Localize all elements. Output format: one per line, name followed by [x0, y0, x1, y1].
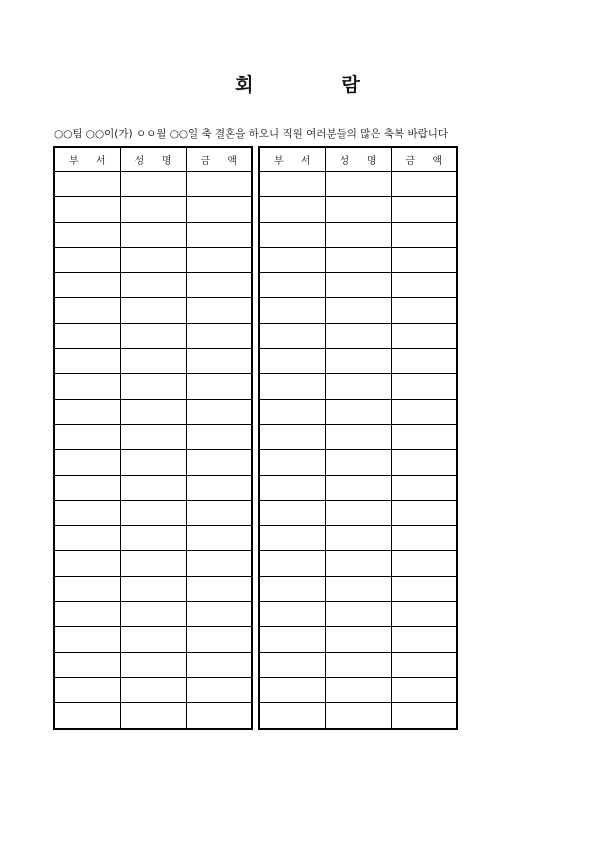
title-char-2: 람 [341, 74, 360, 96]
table-row [259, 602, 457, 627]
amount-cell[interactable] [391, 374, 457, 399]
table-row [259, 677, 457, 702]
table-row [259, 551, 457, 576]
department-cell[interactable] [259, 576, 325, 601]
table-row [54, 703, 252, 729]
department-cell[interactable] [54, 551, 120, 576]
department-cell[interactable] [54, 273, 120, 298]
department-cell[interactable] [259, 247, 325, 272]
table-row [259, 475, 457, 500]
name-cell[interactable] [325, 475, 391, 500]
amount-cell[interactable] [391, 450, 457, 475]
name-cell[interactable] [325, 703, 391, 729]
table-row [259, 247, 457, 272]
department-cell[interactable] [259, 652, 325, 677]
name-cell[interactable] [120, 576, 186, 601]
name-cell[interactable] [120, 399, 186, 424]
amount-cell[interactable] [391, 551, 457, 576]
table-row [259, 424, 457, 449]
department-cell[interactable] [54, 197, 120, 222]
table-row [259, 399, 457, 424]
table-row [259, 374, 457, 399]
name-cell[interactable] [120, 222, 186, 247]
name-cell[interactable] [120, 349, 186, 374]
department-cell[interactable] [54, 500, 120, 525]
department-cell[interactable] [259, 627, 325, 652]
announcement-text: ○○팀 ○○이(가) ㅇㅇ월 ○○일 축 결혼을 하오니 직원 여러분들의 많은 축복 바랍니다 [54, 128, 449, 140]
department-cell[interactable] [54, 247, 120, 272]
department-cell[interactable] [54, 399, 120, 424]
table-row [259, 703, 457, 729]
name-cell[interactable] [120, 298, 186, 323]
department-cell[interactable] [54, 450, 120, 475]
department-cell[interactable] [54, 349, 120, 374]
amount-cell[interactable] [186, 500, 252, 525]
name-cell[interactable] [325, 424, 391, 449]
name-cell[interactable] [325, 677, 391, 702]
name-cell[interactable] [120, 475, 186, 500]
table-row [54, 627, 252, 652]
header-amount: 금 액 [391, 147, 457, 172]
name-cell[interactable] [325, 349, 391, 374]
amount-cell[interactable] [186, 349, 252, 374]
name-cell[interactable] [325, 652, 391, 677]
amount-cell[interactable] [391, 273, 457, 298]
amount-cell[interactable] [186, 374, 252, 399]
department-cell[interactable] [259, 273, 325, 298]
table-row [54, 349, 252, 374]
table-row [54, 475, 252, 500]
name-cell[interactable] [120, 374, 186, 399]
department-cell[interactable] [54, 323, 120, 348]
table-row [54, 374, 252, 399]
name-cell[interactable] [325, 374, 391, 399]
amount-cell[interactable] [391, 475, 457, 500]
amount-cell[interactable] [391, 349, 457, 374]
name-cell[interactable] [325, 273, 391, 298]
department-cell[interactable] [259, 500, 325, 525]
department-cell[interactable] [259, 197, 325, 222]
table-row [54, 247, 252, 272]
table-row [259, 652, 457, 677]
amount-cell[interactable] [391, 247, 457, 272]
table-row [54, 399, 252, 424]
table-row [54, 197, 252, 222]
table-header-row [259, 147, 457, 172]
department-cell[interactable] [259, 222, 325, 247]
name-cell[interactable] [325, 526, 391, 551]
name-cell[interactable] [120, 677, 186, 702]
table-row [54, 551, 252, 576]
amount-cell[interactable] [391, 652, 457, 677]
table-row [54, 677, 252, 702]
amount-cell[interactable] [186, 323, 252, 348]
amount-cell[interactable] [186, 222, 252, 247]
name-cell[interactable] [120, 172, 186, 197]
amount-cell[interactable] [186, 703, 252, 729]
amount-cell[interactable] [391, 677, 457, 702]
department-cell[interactable] [259, 526, 325, 551]
amount-cell[interactable] [186, 602, 252, 627]
table-row [259, 500, 457, 525]
amount-cell[interactable] [186, 424, 252, 449]
name-cell[interactable] [325, 247, 391, 272]
document-title [0, 70, 595, 97]
name-cell[interactable] [325, 197, 391, 222]
table-row [259, 197, 457, 222]
table-row [54, 172, 252, 197]
amount-cell[interactable] [391, 500, 457, 525]
name-cell[interactable] [120, 273, 186, 298]
name-cell[interactable] [325, 576, 391, 601]
amount-cell[interactable] [186, 197, 252, 222]
name-cell[interactable] [120, 450, 186, 475]
amount-cell[interactable] [391, 703, 457, 729]
table-row [54, 298, 252, 323]
table-row [54, 222, 252, 247]
department-cell[interactable] [259, 172, 325, 197]
department-cell[interactable] [54, 652, 120, 677]
amount-cell[interactable] [391, 197, 457, 222]
amount-cell[interactable] [186, 652, 252, 677]
name-cell[interactable] [120, 500, 186, 525]
table-row [259, 298, 457, 323]
table-row [54, 450, 252, 475]
table-row [259, 273, 457, 298]
amount-cell[interactable] [391, 323, 457, 348]
table-row [54, 526, 252, 551]
name-cell[interactable] [120, 197, 186, 222]
amount-cell[interactable] [186, 172, 252, 197]
amount-cell[interactable] [391, 602, 457, 627]
amount-cell[interactable] [186, 273, 252, 298]
amount-cell[interactable] [391, 172, 457, 197]
table-row [54, 500, 252, 525]
department-cell[interactable] [54, 424, 120, 449]
department-cell[interactable] [259, 349, 325, 374]
table-body [259, 172, 457, 729]
department-cell[interactable] [54, 298, 120, 323]
table-body [54, 172, 252, 729]
name-cell[interactable] [120, 703, 186, 729]
department-cell[interactable] [54, 677, 120, 702]
department-cell[interactable] [54, 475, 120, 500]
department-cell[interactable] [54, 374, 120, 399]
department-cell[interactable] [259, 399, 325, 424]
name-cell[interactable] [120, 424, 186, 449]
amount-cell[interactable] [391, 222, 457, 247]
amount-cell[interactable] [391, 298, 457, 323]
department-cell[interactable] [54, 703, 120, 729]
name-cell[interactable] [325, 399, 391, 424]
amount-cell[interactable] [186, 298, 252, 323]
name-cell[interactable] [120, 323, 186, 348]
name-cell[interactable] [325, 551, 391, 576]
amount-cell[interactable] [391, 526, 457, 551]
table-row [259, 526, 457, 551]
amount-cell[interactable] [186, 475, 252, 500]
title-char-1: 회 [235, 74, 254, 96]
name-cell[interactable] [325, 298, 391, 323]
header-department: 부 서 [54, 147, 120, 172]
amount-cell[interactable] [391, 424, 457, 449]
department-cell[interactable] [54, 627, 120, 652]
table-row [54, 424, 252, 449]
department-cell[interactable] [259, 450, 325, 475]
table-row [259, 450, 457, 475]
amount-cell[interactable] [391, 576, 457, 601]
contribution-table-left [53, 146, 253, 730]
amount-cell[interactable] [391, 399, 457, 424]
name-cell[interactable] [325, 222, 391, 247]
department-cell[interactable] [259, 602, 325, 627]
name-cell[interactable] [120, 247, 186, 272]
name-cell[interactable] [325, 627, 391, 652]
table-row [54, 273, 252, 298]
table-header-row [54, 147, 252, 172]
amount-cell[interactable] [186, 247, 252, 272]
department-cell[interactable] [259, 298, 325, 323]
department-cell[interactable] [259, 323, 325, 348]
department-cell[interactable] [54, 576, 120, 601]
department-cell[interactable] [54, 172, 120, 197]
name-cell[interactable] [120, 627, 186, 652]
department-cell[interactable] [54, 526, 120, 551]
table-row [54, 602, 252, 627]
department-cell[interactable] [259, 475, 325, 500]
name-cell[interactable] [120, 652, 186, 677]
name-cell[interactable] [120, 526, 186, 551]
name-cell[interactable] [120, 602, 186, 627]
table-row [259, 222, 457, 247]
department-cell[interactable] [54, 222, 120, 247]
department-cell[interactable] [54, 602, 120, 627]
name-cell[interactable] [325, 450, 391, 475]
table-row [54, 323, 252, 348]
department-cell[interactable] [259, 374, 325, 399]
header-amount: 금 액 [186, 147, 252, 172]
table-row [259, 627, 457, 652]
name-cell[interactable] [120, 551, 186, 576]
table-row [259, 576, 457, 601]
table-row [54, 652, 252, 677]
header-department: 부 서 [259, 147, 325, 172]
amount-cell[interactable] [186, 551, 252, 576]
header-name: 성 명 [120, 147, 186, 172]
table-row [259, 323, 457, 348]
amount-cell[interactable] [186, 677, 252, 702]
amount-cell[interactable] [186, 450, 252, 475]
contribution-table-right [258, 146, 458, 730]
department-cell[interactable] [259, 677, 325, 702]
name-cell[interactable] [325, 602, 391, 627]
table-row [54, 576, 252, 601]
amount-cell[interactable] [186, 526, 252, 551]
name-cell[interactable] [325, 172, 391, 197]
header-name: 성 명 [325, 147, 391, 172]
name-cell[interactable] [325, 500, 391, 525]
table-row [259, 172, 457, 197]
table-row [259, 349, 457, 374]
amount-cell[interactable] [391, 627, 457, 652]
amount-cell[interactable] [186, 576, 252, 601]
amount-cell[interactable] [186, 627, 252, 652]
department-cell[interactable] [259, 551, 325, 576]
department-cell[interactable] [259, 424, 325, 449]
department-cell[interactable] [259, 703, 325, 729]
amount-cell[interactable] [186, 399, 252, 424]
name-cell[interactable] [325, 323, 391, 348]
